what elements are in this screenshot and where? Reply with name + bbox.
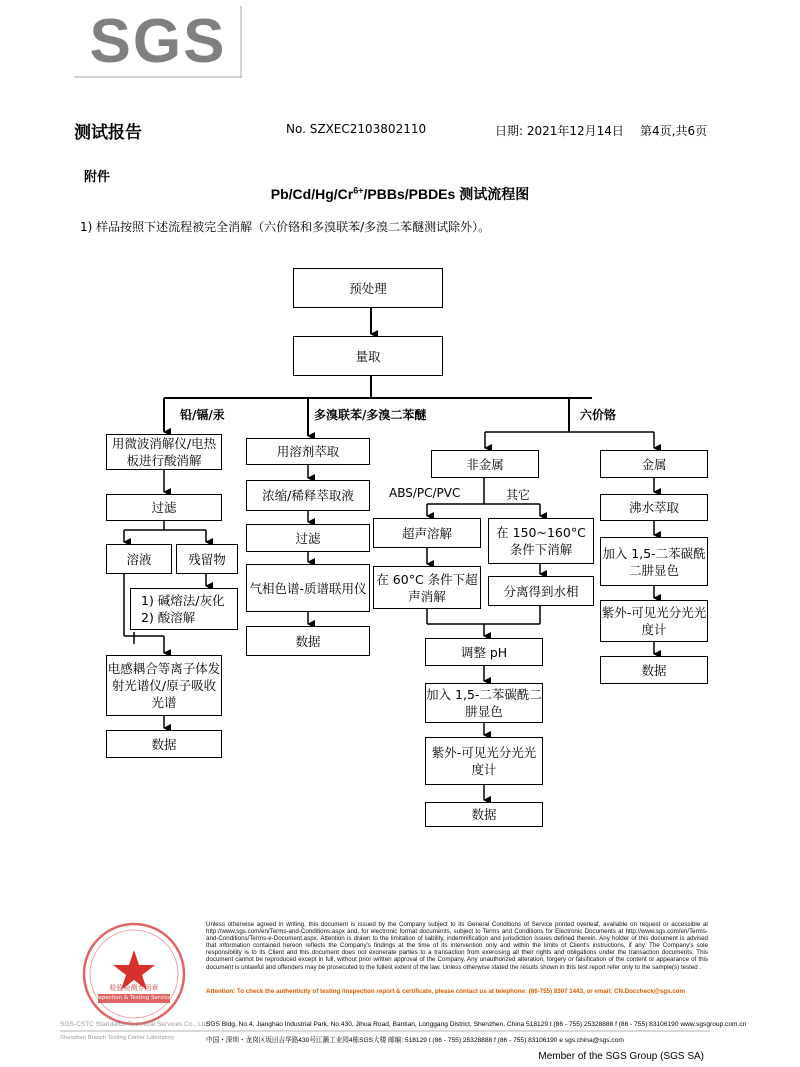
logo-text: SGS <box>89 7 227 76</box>
address-english: SGS Bldg, No.4, Jianghao Industrial Park, No.430, Jihua Road, Bantian, Longgang District, Shenzhen, China 518129 t (86 - 755) 25328888 f (86 - 755) 83106190 www.sgsgroup.com.cn <box>206 1021 747 1028</box>
box-data-metals: 数据 <box>106 730 222 758</box>
residue-step-2: 2) 酸溶解 <box>141 610 196 625</box>
box-solution: 溶液 <box>106 544 172 574</box>
stamp-text: 检验检测专用章 <box>109 984 159 992</box>
box-residue-treatment <box>130 588 238 630</box>
company-branch: Shenzhen Branch Testing Center Laboratory <box>60 1035 175 1041</box>
box-ultrasonic-60c: 在 60°C 条件下超声消解 <box>373 566 481 609</box>
box-nonmetal: 非金属 <box>431 450 539 478</box>
box-add-dpc-nonmetal: 加入 1,5-二苯碳酰二肼显色 <box>425 683 543 723</box>
report-title: 测试报告 <box>74 123 142 143</box>
box-digest-150-160: 在 150~160°C 条件下消解 <box>488 518 594 564</box>
branch-label-cr6: 六价铬 <box>580 408 617 422</box>
sgs-group-member: Member of the SGS Group (SGS SA) <box>538 1051 704 1062</box>
box-data-pbb: 数据 <box>246 626 370 656</box>
box-boiling-water-extraction: 沸水萃取 <box>600 494 708 521</box>
report-date: 日期: 2021年12月14日 <box>495 124 624 138</box>
label-other: 其它 <box>506 488 531 502</box>
flow-title-prefix: Pb/Cd/Hg/Cr <box>270 186 354 202</box>
report-number: No. SZXEC2103802110 <box>286 122 427 136</box>
box-adjust-ph: 调整 pH <box>425 638 543 666</box>
flow-note: 1) 样品按照下述流程被完全消解（六价铬和多溴联苯/多溴二苯醚测试除外）。 <box>80 220 491 234</box>
annex-label: 附件 <box>84 170 111 185</box>
footer-divider <box>60 1030 710 1032</box>
branch-label-metals: 铅/镉/汞 <box>180 408 225 422</box>
box-gcms: 气相色谱-质谱联用仪 <box>246 564 370 612</box>
box-pretreatment: 预处理 <box>293 268 443 308</box>
box-concentrate-dilute: 浓缩/稀释萃取液 <box>246 480 370 511</box>
box-microwave-digestion: 用微波消解仪/电热板进行酸消解 <box>106 434 222 470</box>
box-residue: 残留物 <box>176 544 238 574</box>
authenticity-notice: Attention: To check the authenticity of testing /inspection report & certificate, please contact us at telephone: (86-755) 8307 1443, or email: CN.Doccheck@sgs.com <box>206 988 686 995</box>
box-metal: 金属 <box>600 450 708 478</box>
residue-step-1: 1) 碱熔法/灰化 <box>141 593 225 608</box>
page-number: 第4页,共6页 <box>640 124 708 138</box>
box-ultrasonic-dissolve: 超声溶解 <box>373 518 481 548</box>
flow-title-sup: 6+ <box>353 185 364 196</box>
inspection-stamp <box>80 920 188 1028</box>
box-solvent-extraction: 用溶剂萃取 <box>246 438 370 465</box>
box-separate-aqueous: 分离得到水相 <box>488 576 594 606</box>
box-filter-metals: 过滤 <box>106 494 222 521</box>
box-filter-pbb: 过滤 <box>246 524 370 552</box>
box-uvvis-metal: 紫外-可见光分光光度计 <box>600 600 708 642</box>
box-uvvis-nonmetal: 紫外-可见光分光光度计 <box>425 737 543 785</box>
box-data-metal: 数据 <box>600 656 708 684</box>
box-icp-aas: 电感耦合等离子体发射光谱仪/原子吸收光谱 <box>106 655 222 716</box>
label-abs-pc-pvc: ABS/PC/PVC <box>389 486 461 500</box>
box-data-nonmetal: 数据 <box>425 802 543 827</box>
flow-title-suffix: /PBBs/PBDEs 测试流程图 <box>363 186 530 202</box>
company-name: SGS-CSTC Standards Technical Services Co., Ltd. <box>60 1021 210 1028</box>
address-chinese: 中国・深圳・龙岗区坂田吉华路430号江灏工业园4栋SGS大楼 邮编: 518129 t (86 - 755) 25328888 f (86 - 755) 83106190 e sgs.china@sgs.com <box>206 1037 624 1044</box>
branch-label-pbb-pbde: 多溴联苯/多溴二苯醚 <box>314 408 427 422</box>
legal-disclaimer: Unless otherwise agreed in writing, this document is issued by the Company subject to its General Conditions of Service printed overleaf, available on request or accessible at http://www.sgs.com/en/Terms-and-Conditions.aspx and, for electronic format documents, subject to Terms and Conditions for Electronic Documents at http://www.sgs.com/en/Terms-and-Conditions/Terms-e-Document.aspx. Attention is drawn to the limitation of liability, indemnification and jurisdiction issues defined therein. Any holder of this document is advised that information contained hereon reflects the Company's findings at the time of its intervention only and within the limits of Client's instructions, if any. The Company's sole responsibility is to its Client and this document does not exonerate parties to a transaction from exercising all their rights and obligations under the transaction documents. This document cannot be reproduced except in full, without prior written approval of the Company. Any unauthorized alteration, forgery or falsification of the content or appearance of this document is unlawful and offenders may be prosecuted to the fullest extent of the law. Unless otherwise stated the results shown in this test report refer only to the sample(s) tested . <box>206 921 708 971</box>
box-add-dpc-metal: 加入 1,5-二苯碳酰二肼显色 <box>600 537 708 586</box>
box-measure: 量取 <box>293 336 443 376</box>
stamp-subtext: Inspection & Testing Services <box>93 995 175 1001</box>
